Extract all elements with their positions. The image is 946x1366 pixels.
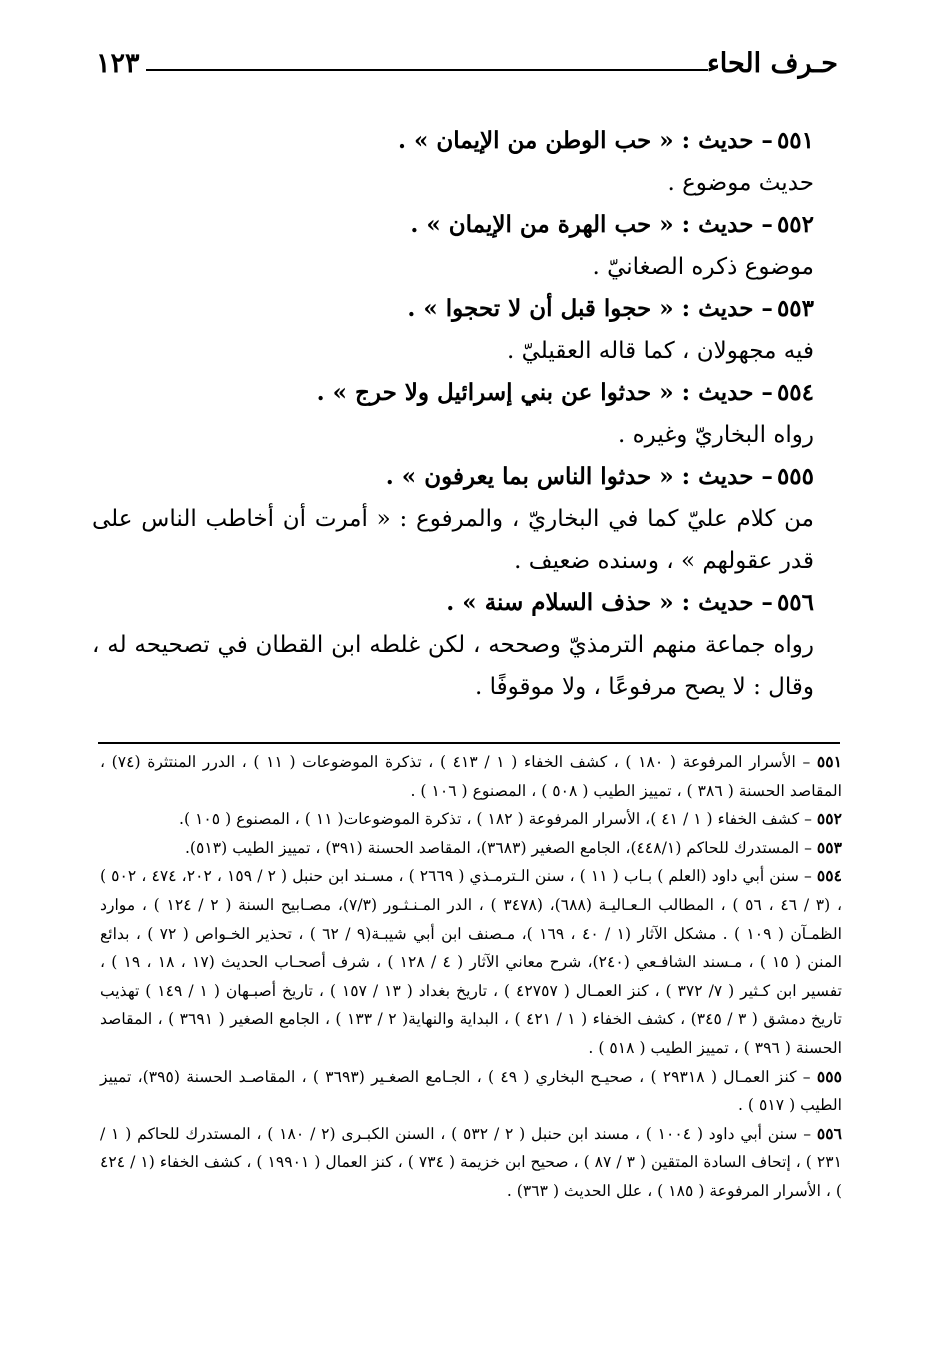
footnote-text: – كشف الخفاء ( ١ / ٤١ )، الأسرار المرفوعة ( ١٨٢ ) ، تذكرة الموضوعات( ١١ ) ، المصنوع ( ١٠٥ ). bbox=[179, 810, 812, 829]
footnote bbox=[100, 834, 842, 863]
footnote-text: – كنز العمـال ( ٢٩٣١٨ ) ، صحيـح البخاري ( ٤٩ ) ، الجـامع الصغـير (٣٦٩٣ ) ، المقاصـد الحسنة (٣٩٥)، تمييز الطيب ( ٥١٧ ) . bbox=[100, 1067, 842, 1115]
footnote-separator bbox=[98, 742, 840, 744]
footnote bbox=[100, 862, 842, 1062]
footnote-text: – الأسرار المرفوعة ( ١٨٠ ) ، كشف الخفاء ( ١ / ٤١٣ ) ، تذكرة الموضوعات ( ١١ ) ، الدرر المنتثرة (٧٤) ، المقاصد الحسنة ( ٣٨٦ ) ، تمييز الطيب ( ٥٠٨ ) ، المصنوع ( ١٠٦ ) . bbox=[100, 753, 842, 800]
hadith-number: ٥٥٤ bbox=[776, 379, 814, 406]
hadith-comment: من كلام عليّ كما في البخاريّ ، والمرفوع : « أمرت أن أخاطب الناس على قدر عقولهم » ، وسنده ضعيف . bbox=[92, 506, 814, 574]
hadith-line bbox=[100, 372, 814, 414]
hadith-line bbox=[100, 288, 814, 330]
hadith-text: – حديث : « حب الوطن من الإيمان » . bbox=[398, 127, 773, 154]
hadith-text: – حديث : « حذف السلام سنة » . bbox=[446, 589, 773, 616]
running-header bbox=[96, 44, 838, 94]
hadith-line bbox=[100, 456, 814, 498]
footnote-number: ٥٥٥ bbox=[816, 1066, 842, 1086]
chapter-title: حـرف الحاء bbox=[707, 48, 838, 79]
page-number: ١٢٣ bbox=[96, 48, 140, 79]
header-rule bbox=[146, 69, 708, 71]
hadith-text: – حديث : « حدثوا الناس بما يعرفون » . bbox=[385, 463, 773, 490]
footnotes bbox=[100, 748, 842, 1206]
hadith-text: – حديث : « حجوا قبل أن لا تحجوا » . bbox=[407, 295, 773, 322]
footnote bbox=[100, 1120, 842, 1206]
hadith-number: ٥٥٥ bbox=[776, 463, 814, 490]
footnote-number: ٥٥٢ bbox=[816, 809, 842, 829]
hadith-line bbox=[100, 120, 814, 162]
hadith-text: – حديث : « حدثوا عن بني إسرائيل ولا حرج » . bbox=[316, 379, 773, 406]
hadith-line bbox=[100, 582, 814, 624]
footnote-text: – المستدرك للحاكم (٤٤٨/١)، الجامع الصغير (٣٦٨٣)، المقاصد الحسنة (٣٩١) ، تمييز الطيب (٥١٣). bbox=[184, 838, 812, 857]
main-text bbox=[92, 120, 814, 708]
footnote bbox=[100, 805, 842, 834]
footnote-text: – سنن أبي داود ( ١٠٠٤ ) ، مسند ابن حنبل ( ٢ / ٥٣٢ ) ، السنن الكبـرى (٢ / ١٨٠ ) ، المستدرك للحاكم ( ١ / ٢٣١ ) ، إتحاف السادة المتقين ( ٣ / ٨٧ ) ، صحيح ابن خزيمة ( ٧٣٤ ) ، كنز العمال ( ١٩٩٠١ ) ، كشف الخفاء (١ / ٤٢٤ ) ، الأسرار المرفوعة ( ١٨٥ ) ، علل الحديث ( ٣٦٣) . bbox=[100, 1124, 842, 1200]
footnote-number: ٥٥١ bbox=[816, 752, 843, 771]
hadith-number: ٥٥٣ bbox=[776, 295, 814, 322]
hadith-number: ٥٥٢ bbox=[776, 211, 814, 238]
hadith-comment: فيه مجهولان ، كما قاله العقيليّ . bbox=[507, 338, 814, 364]
footnote-number: ٥٥٣ bbox=[816, 837, 842, 857]
hadith-comment: موضوع ذكره الصغانيّ . bbox=[592, 254, 814, 280]
hadith-line bbox=[100, 204, 814, 246]
footnote bbox=[100, 748, 842, 805]
hadith-comment: رواه جماعة منهم الترمذيّ وصححه ، لكن غلطه ابن القطان في تصحيحه له ، وقال : لا يصح مرفوعًا ، ولا موقوفًا . bbox=[92, 632, 814, 700]
footnote-text: – سنن أبي داود (العلم ) بـاب ( ١١ ) ، سنن الـترمـذي ( ٢٦٦٩ ) ، مسـند ابن حنبل ( ٢ / ١٥٩ ، ٢٠٢، ٤٧٤ ، ٥٠٢ ) ، (٣ / ٤٦ ، ٥٦ ) ، المطالب الـعـاليـة (٦٨٨)، (٣٤٧٨ ) ، الدر المـنـثـور (٧/٣)، مصـابيح السنة ( ٢ / ١٢٤ ) ، موارد الظمـآن ( ١٠٩ ) . مشكل الآثار (١ / ٤٠ ، ١٦٩ )، مـصنف ابن أبي شيبـة(٩ / ٦٢ ) ، تحذير الخـواص ( ٧٢ ) ، بدائع المنن ( ١٥ ) ، مـسند الشافـعي (٢٤٠)، شرح معاني الآثار ( ٤ / ١٢٨ ) ، شرف أصحـاب الحديث (١٧ ، ١٨ ، ١٩ ) ، تفسير ابن كـثير ( ٧/ ٣٧٢ ) ، كنز العمـال ( ٤٢٧٥٧ ) ، تاريخ بغداد ( ١٣ / ١٥٧ ) ، تاريخ أصبـهان ( ١ / ١٤٩ ) تهذيب تاريخ دمشق ( ٣ / ٣٤٥) ، كشف الخفاء ( ١ / ٤٢١ ) ، البداية والنهاية( ٢ / ١٣٣ ) ، الجامع الصغير ( ٣٦٩١ ) ، المقاصد الحسنة ( ٣٩٦ ) ، تمييز الطيب ( ٥١٨ ) . bbox=[100, 867, 843, 1057]
hadith-number: ٥٥٦ bbox=[776, 589, 814, 616]
footnote bbox=[100, 1063, 842, 1120]
footnote-number: ٥٥٤ bbox=[816, 866, 842, 886]
footnote-number: ٥٥٦ bbox=[816, 1123, 842, 1143]
hadith-text: – حديث : « حب الهرة من الإيمان » . bbox=[410, 211, 773, 238]
hadith-comment: حديث موضوع . bbox=[667, 170, 814, 196]
hadith-number: ٥٥١ bbox=[776, 127, 814, 154]
hadith-comment: رواه البخاريّ وغيره . bbox=[617, 422, 814, 448]
